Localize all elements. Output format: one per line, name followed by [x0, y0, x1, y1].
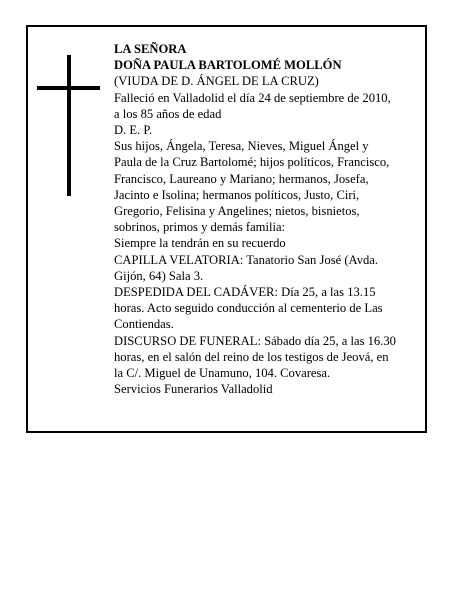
farewell-line-2: horas. Acto seguido conducción al cementerio de Las	[114, 301, 383, 316]
chapel-line-2: Gijón, 64) Sala 3.	[114, 268, 204, 283]
family-line-5: Gregorio, Felisina y Angelines; nietos, bisnietos,	[114, 204, 360, 219]
chapel-line-1: CAPILLA VELATORIA: Tanatorio San José (Avda.	[114, 252, 379, 267]
funeral-line-2: horas, en el salón del reino de los testigos de Jeová, en	[114, 349, 389, 364]
dep-line: D. E. P.	[114, 123, 153, 138]
cross-icon-crossbar	[37, 86, 100, 90]
heading-title: LA SEÑORA	[114, 42, 187, 56]
funeral-line-3: la C/. Miguel de Unamuno, 104. Covaresa.	[114, 366, 331, 381]
remembrance-line: Siempre la tendrán en su recuerdo	[114, 236, 286, 251]
obituary-notice	[26, 25, 427, 433]
farewell-line-1: DESPEDIDA DEL CADÁVER: Día 25, a las 13.15	[114, 285, 376, 300]
death-line-1: Falleció en Valladolid el día 24 de septiembre de 2010,	[114, 90, 391, 105]
obituary-text	[114, 41, 424, 397]
family-line-4: Jacinto e Isolina; hermanos políticos, Justo, Ciri,	[114, 187, 360, 202]
farewell-line-3: Contiendas.	[114, 317, 174, 332]
family-line-2: Paula de la Cruz Bartolomé; hijos políticos, Francisco,	[114, 155, 390, 170]
cross-icon	[67, 55, 71, 196]
family-line-1: Sus hijos, Ángela, Teresa, Nieves, Miguel Ángel y	[114, 139, 369, 154]
family-line-6: sobrinos, primos y demás familia:	[114, 220, 286, 235]
deceased-name: DOÑA PAULA BARTOLOMÉ MOLLÓN	[114, 58, 342, 73]
funeral-line-1: DISCURSO DE FUNERAL: Sábado día 25, a las 16.30	[114, 333, 396, 348]
funeral-services-line: Servicios Funerarios Valladolid	[114, 382, 273, 397]
death-line-2: a los 85 años de edad	[114, 106, 222, 121]
widow-note: (VIUDA DE D. ÁNGEL DE LA CRUZ)	[114, 74, 319, 89]
family-line-3: Francisco, Laureano y Mariano; hermanos, Josefa,	[114, 171, 369, 186]
